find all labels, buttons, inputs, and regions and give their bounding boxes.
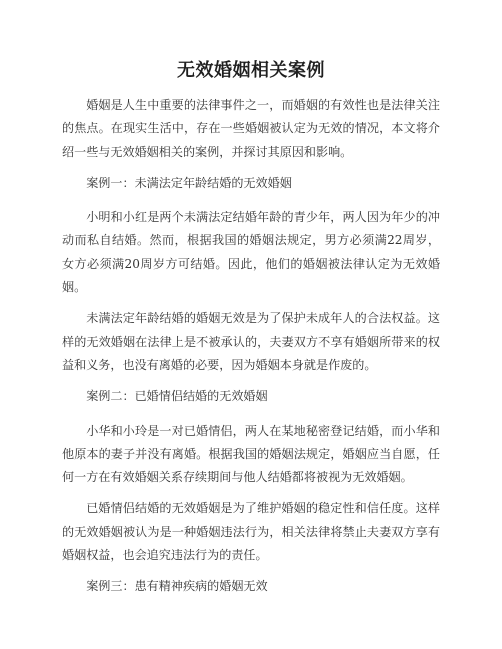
document-body bbox=[62, 94, 440, 610]
case-paragraph: 未满法定年龄结婚的婚姻无效是为了保护未成年人的合法权益。这样的无效婚姻在法律上是不被承认的，夫妻双方不享有婚姻所带来的权益和义务，也没有离婚的必要，因为婚姻本身就是作废的。 bbox=[62, 311, 440, 372]
case-paragraph: 小明和小红是两个未满法定结婚年龄的青少年，两人因为年少的冲动而私自结婚。然而，根据我国的婚姻法规定，男方必须满22周岁，女方必须满20周岁方可结婚。因此，他们的婚姻被法律认定为无效婚姻。 bbox=[62, 210, 440, 295]
case-heading: 案例一：未满法定年龄结婚的无效婚姻 bbox=[86, 175, 292, 190]
case-paragraph: 已婚情侣结婚的无效婚姻是为了维护婚姻的稳定性和信任度。这样的无效婚姻被认为是一种婚姻违法行为，相关法律将禁止夫妻双方享有婚姻权益，也会追究违法行为的责任。 bbox=[62, 501, 440, 563]
intro-paragraph: 婚姻是人生中重要的法律事件之一，而婚姻的有效性也是法律关注的焦点。在现实生活中，存在一些婚姻被认定为无效的情况，本文将介绍一些与无效婚姻相关的案例，并探讨其原因和影响。 bbox=[62, 98, 440, 159]
case-paragraph: 小华和小玲是一对已婚情侣，两人在某地秘密登记结婚，而小华和他原本的妻子并没有离婚。根据我国的婚姻法规定，婚姻应当自愿，任何一方在有效婚姻关系存续期间与他人结婚都将被视为无效婚姻。 bbox=[62, 423, 440, 485]
case-heading: 案例二：已婚情侣结婚的无效婚姻 bbox=[86, 389, 268, 404]
case-heading: 案例三：患有精神疾病的婚姻无效 bbox=[86, 579, 268, 594]
document-title: 无效婚姻相关案例 bbox=[177, 60, 325, 81]
